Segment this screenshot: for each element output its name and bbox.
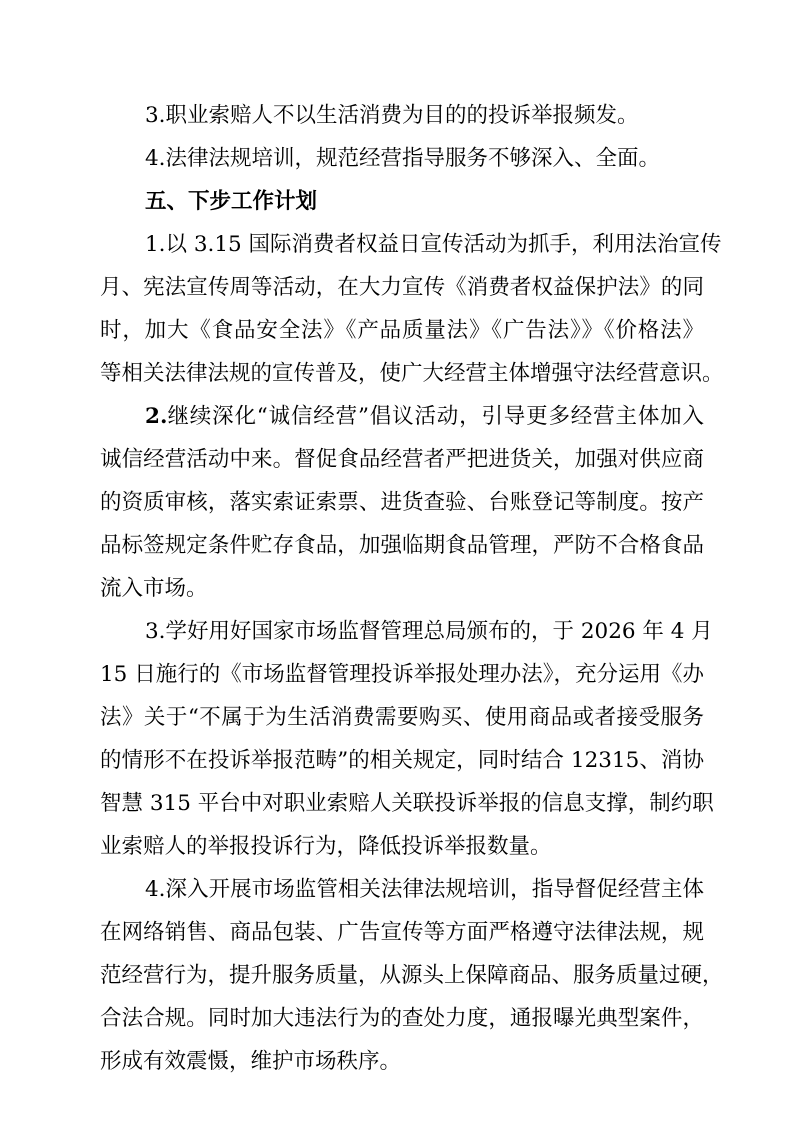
plan-2-line-3: 的资质审核，落实索证索票、进货查验、台账登记等制度。按产	[100, 490, 704, 515]
plan-1-line-3: 时，加大《食品安全法》《产品质量法》《广告法》》《价格法》	[100, 318, 704, 343]
plan-1-line-4: 等相关法律法规的宣传普及，使广大经营主体增强守法经营意识。	[100, 361, 724, 386]
plan-4-line-1: 4.深入开展市场监管相关法律法规培训，指导督促经营主体	[145, 877, 704, 902]
issue-item-4: 4.法律法规培训，规范经营指导服务不够深入、全面。	[145, 146, 661, 171]
plan-4-line-3: 范经营行为，提升服务质量，从源头上保障商品、服务质量过硬，	[100, 963, 724, 988]
plan-3-line-1: 3.学好用好国家市场监督管理总局颁布的，于 2026 年 4 月	[145, 619, 713, 644]
plan-1-line-2: 月、宪法宣传周等活动，在大力宣传《消费者权益保护法》的同	[100, 275, 704, 300]
plan-2-line-2: 诚信经营活动中来。督促食品经营者严把进货关，加强对供应商	[100, 447, 704, 472]
plan-3-line-4: 的情形不在投诉举报范畴”的相关规定，同时结合 12315、消协	[100, 748, 704, 773]
plan-3-line-2: 15 日施行的《市场监督管理投诉举报处理办法》，充分运用《办	[100, 662, 704, 687]
plan-4-line-4: 合法合规。同时加大违法行为的查处力度，通报曝光典型案件，	[100, 1006, 704, 1031]
plan-2-line-5: 流入市场。	[100, 576, 208, 601]
plan-1-line-1: 1.以 3.15 国际消费者权益日宣传活动为抓手，利用法治宣传	[145, 232, 722, 257]
plan-3-line-6: 业索赔人的举报投诉行为，降低投诉举报数量。	[100, 834, 552, 859]
plan-2-line-4: 品标签规定条件贮存食品，加强临期食品管理，严防不合格食品	[100, 533, 704, 558]
plan-4-line-5: 形成有效震慑，维护市场秩序。	[100, 1049, 402, 1074]
plan-3-line-5: 智慧 315 平台中对职业索赔人关联投诉举报的信息支撑，制约职	[100, 791, 714, 816]
plan-2-number: 2.	[145, 404, 168, 429]
plan-2-line-1	[145, 403, 704, 431]
plan-3-line-3: 法》关于“不属于为生活消费需要购买、使用商品或者接受服务	[100, 705, 704, 730]
plan-4-line-2: 在网络销售、商品包装、广告宣传等方面严格遵守法律法规，规	[100, 920, 704, 945]
section-heading: 五、下步工作计划	[145, 189, 318, 214]
issue-item-3: 3.职业索赔人不以生活消费为目的的投诉举报频发。	[145, 103, 639, 128]
plan-2-line-1-text: 继续深化“诚信经营”倡议活动，引导更多经营主体加入	[167, 404, 704, 429]
